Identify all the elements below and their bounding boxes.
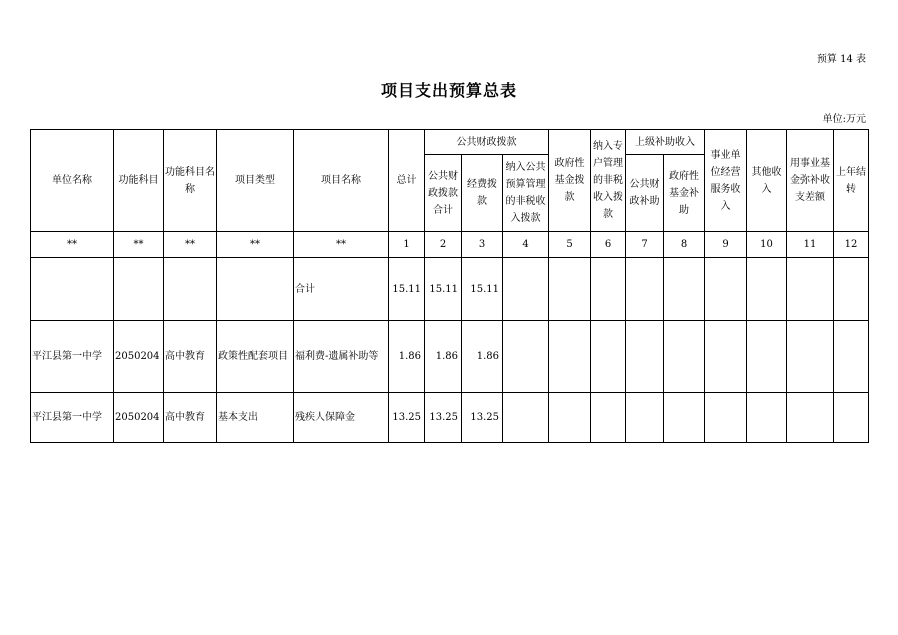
cell-expense-alloc: 15.11 (462, 258, 503, 321)
cell-special-nontax (591, 258, 626, 321)
cell-gov-fund (549, 258, 591, 321)
cell-project-type: 政策性配套项目 (217, 321, 294, 393)
cell-carryover (834, 321, 869, 393)
header-expense-alloc: 经费拨款 (462, 155, 503, 232)
index-cell: ** (31, 232, 114, 258)
cell-func-subject: 2050204 (114, 393, 164, 443)
index-cell: 5 (549, 232, 591, 258)
cell-special-nontax (591, 393, 626, 443)
unit-label: 单位:万元 (822, 114, 866, 125)
cell-carryover (834, 258, 869, 321)
cell-upper-public (626, 321, 664, 393)
cell-gov-fund (549, 393, 591, 443)
cell-nontax-alloc (503, 321, 549, 393)
form-number: 预算 14 表 (816, 54, 866, 65)
cell-fund-offset (787, 258, 834, 321)
header-total: 总计 (389, 130, 425, 232)
header-public-fiscal: 公共财政拨款 (425, 130, 549, 155)
cell-expense-alloc: 13.25 (462, 393, 503, 443)
index-cell: ** (164, 232, 217, 258)
cell-special-nontax (591, 321, 626, 393)
index-cell: ** (217, 232, 294, 258)
budget-table (30, 129, 869, 443)
index-cell: 2 (425, 232, 462, 258)
header-business-income: 事业单位经营服务收入 (705, 130, 747, 232)
cell-public-fiscal-total: 1.86 (425, 321, 462, 393)
cell-nontax-alloc (503, 258, 549, 321)
cell-func-subject: 2050204 (114, 321, 164, 393)
index-cell: ** (114, 232, 164, 258)
cell-gov-fund (549, 321, 591, 393)
cell-unit-name (31, 258, 114, 321)
cell-func-subject-name: 高中教育 (164, 321, 217, 393)
index-cell: 1 (389, 232, 425, 258)
cell-business-income (705, 258, 747, 321)
table-row (31, 393, 869, 443)
cell-unit-name: 平江县第一中学 (31, 393, 114, 443)
cell-public-fiscal-total: 13.25 (425, 393, 462, 443)
header-gov-fund: 政府性基金拨款 (549, 130, 591, 232)
index-cell: 6 (591, 232, 626, 258)
cell-nontax-alloc (503, 393, 549, 443)
cell-func-subject-name (164, 258, 217, 321)
header-other-income: 其他收入 (747, 130, 787, 232)
index-cell: 12 (834, 232, 869, 258)
header-func-subject-name: 功能科目名称 (164, 130, 217, 232)
table-row-total (31, 258, 869, 321)
cell-project-name: 残疾人保障金 (294, 393, 389, 443)
cell-upper-public (626, 258, 664, 321)
index-cell: 10 (747, 232, 787, 258)
cell-public-fiscal-total: 15.11 (425, 258, 462, 321)
cell-total: 13.25 (389, 393, 425, 443)
cell-total: 1.86 (389, 321, 425, 393)
cell-unit-name: 平江县第一中学 (31, 321, 114, 393)
cell-upper-gov-fund (664, 258, 705, 321)
header-upper-subsidy: 上级补助收入 (626, 130, 705, 155)
table-row (31, 321, 869, 393)
header-special-nontax: 纳入专户管理的非税收入拨款 (591, 130, 626, 232)
cell-business-income (705, 393, 747, 443)
index-cell: 8 (664, 232, 705, 258)
index-cell: 3 (462, 232, 503, 258)
header-public-fiscal-total: 公共财政拨款合计 (425, 155, 462, 232)
cell-upper-gov-fund (664, 321, 705, 393)
header-fund-offset: 用事业基金弥补收支差额 (787, 130, 834, 232)
cell-fund-offset (787, 393, 834, 443)
cell-project-name: 福利费-遗属补助等 (294, 321, 389, 393)
cell-project-name: 合计 (294, 258, 389, 321)
index-cell: 7 (626, 232, 664, 258)
index-cell: 11 (787, 232, 834, 258)
cell-business-income (705, 321, 747, 393)
index-cell: ** (294, 232, 389, 258)
cell-carryover (834, 393, 869, 443)
header-carryover: 上年结转 (834, 130, 869, 232)
index-cell: 4 (503, 232, 549, 258)
cell-other-income (747, 321, 787, 393)
header-nontax-alloc: 纳入公共预算管理的非税收入拨款 (503, 155, 549, 232)
header-upper-gov-fund: 政府性基金补助 (664, 155, 705, 232)
cell-project-type: 基本支出 (217, 393, 294, 443)
cell-other-income (747, 258, 787, 321)
cell-project-type (217, 258, 294, 321)
index-row (31, 232, 869, 258)
cell-total: 15.11 (389, 258, 425, 321)
header-unit-name: 单位名称 (31, 130, 114, 232)
cell-upper-public (626, 393, 664, 443)
index-cell: 9 (705, 232, 747, 258)
header-project-type: 项目类型 (217, 130, 294, 232)
cell-upper-gov-fund (664, 393, 705, 443)
cell-fund-offset (787, 321, 834, 393)
header-upper-public: 公共财政补助 (626, 155, 664, 232)
page-title: 项目支出预算总表 (380, 81, 517, 100)
header-project-name: 项目名称 (294, 130, 389, 232)
cell-func-subject-name: 高中教育 (164, 393, 217, 443)
cell-func-subject (114, 258, 164, 321)
header-func-subject: 功能科目 (114, 130, 164, 232)
cell-expense-alloc: 1.86 (462, 321, 503, 393)
cell-other-income (747, 393, 787, 443)
